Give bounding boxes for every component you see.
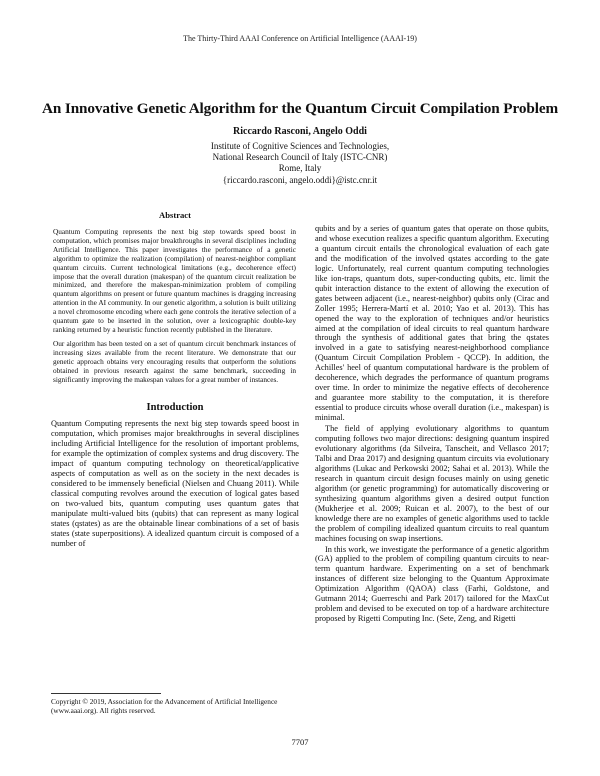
abstract-body [51, 228, 299, 384]
author-emails: {riccardo.rasconi, angelo.oddi}@istc.cnr.it [222, 174, 378, 185]
abstract-paragraph: Quantum Computing represents the next big step towards speed boost in computation, which promises major breakthroughs in several disciplines including Artificial Intelligence. This paper investigates the performance of a genetic algorithm to optimize the realization (compilation) of nearest-neighbor compliant quantum circuits. Current technological limitations (e.g., decoherence effect) impose that the overall duration (makespan) of the quantum circuit realization be minimized, and therefore the makespan-minimization problem of compiling quantum algorithms on present or future quantum machines is dragging increasing attention in the AI community. In our genetic algorithm, a solution is built utilizing a novel chromosome encoding where each gene controls the iterative selection of a quantum gate to be inserted in the solution, over a lexicographic double-key ranking returned by a heuristic function recently published in the literature. [53, 227, 296, 334]
running-head: The Thirty-Third AAAI Conference on Artificial Intelligence (AAAI-19) [183, 34, 417, 43]
body-paragraph: In this work, we investigate the performance of a genetic algorithm (GA) applied to the problem of compiling quantum circuits to near-term quantum hardware. Experimenting on a set of benchmark instances of different size belonging to the Quantum Approximate Optimization Algorithm (QAOA) class (Farhi, Goldstone, and Gutmann 2014; Guerreschi and Park 2017) tailored for the MaxCut problem and devised to be executed on top of a hardware architecture proposed by Rigetti Computing Inc. (Sete, Zeng, and Rigetti [315, 544, 549, 624]
introduction-body [51, 419, 299, 548]
body-paragraph: The field of applying evolutionary algorithms to quantum computing follows two major directions: designing quantum inspired evolutionary algorithms (da Silveira, Tanscheit, and Vellasco 2017; Talbi and Draa 2017) and designing quantum circuits via evolutionary algorithms (Lukac and Perkowski 2002; Sahai et al. 2013). While the research in quantum circuit design focuses mainly on using genetic algorithm (or genetic programming) for automatically discovering or synthesizing quantum algorithms given a desired output function (Mukherjee et al. 2009; Ruican et al. 2007), to the best of our knowledge there are no examples of genetic algorithms used to tackle the problem of compiling idealized quantum circuits to real quantum machines focusing on swap insertions. [315, 424, 549, 543]
page-number: 7707 [291, 737, 309, 747]
affiliation-line: Institute of Cognitive Sciences and Technologies, [210, 141, 390, 151]
affiliation-block [0, 141, 600, 186]
author-list: Riccardo Rasconi, Angelo Oddi [233, 126, 367, 137]
footnote-divider [51, 693, 161, 694]
left-column [51, 210, 299, 549]
affiliation-line: Rome, Italy [278, 163, 322, 174]
abstract-paragraph: Our algorithm has been tested on a set of quantum circuit benchmark instances of increasing sizes available from the recent literature. We demonstrate that our genetic approach obtains very encouraging results that outperform the solutions obtained in previous research against the same benchmark, succeeding in significantly improving the makespan values for a great number of instances. [53, 338, 296, 384]
copyright-footnote: Copyright © 2019, Association for the Advancement of Artificial Intelligence (www.aaai.org). All rights reserved. [51, 697, 278, 715]
affiliation-line: National Research Council of Italy (ISTC-CNR) [212, 152, 388, 163]
section-heading-introduction: Introduction [146, 402, 204, 414]
abstract-heading: Abstract [159, 210, 191, 220]
body-paragraph: qubits and by a series of quantum gates that operate on those qubits, and whose execution realizes a specific quantum algorithm. Executing a quantum circuit entails the chronological evaluation of each gate and the modification of the involved qstates according to the gate logic. Unfortunately, real current quantum computing technologies like ion-traps, quantum dots, super-conducting qubits, etc. limit the qubit interaction distance to the extent of allowing the execution of gates between adjacent (i.e., nearest-neighbor) qubits only (Cirac and Zoller 1995; Herrera-Martí et al. 2010; Yao et al. 2013). This has opened the way to the exploration of techniques and/or heuristics aimed at the compilation of ideal circuits to real quantum hardware through the synthesis of additional gates that bring the qstates involved in a gate to satisfying nearest-neighborhood compliance (Quantum Circuit Compilation Problem - QCCP). In addition, the Achilles' heel of quantum computational hardware is the problem of decoherence, which degrades the performance of quantum programs over time. In order to minimize the negative effects of decoherence and guarantee more stability to the computation, it is therefore essential to produce circuits whose overall duration (i.e., makespan) is minimal. [315, 224, 549, 423]
introduction-paragraph: Quantum Computing represents the next big step towards speed boost in computation, which promises major breakthroughs in several disciplines including Artificial Intelligence for the resolution of important problems, for example the optimization of complex systems and drug discovery. The impact of quantum computing technology on theoretical/applicative aspects of computation as well as on the society in the next decades is considered to be immensely beneficial (Nielsen and Chuang 2011). While classical computing revolves around the execution of logical gates based on two-valued bits, quantum computing uses quantum gates that manipulate multi-valued bits (qubits) that can represent as many logical states (qstates) as are the obtainable linear combinations of a set of basis states (state superpositions). A idealized quantum circuit is composed of a number of [51, 419, 299, 548]
right-column [315, 224, 549, 625]
paper-title: An Innovative Genetic Algorithm for the Quantum Circuit Compilation Problem [41, 100, 559, 117]
